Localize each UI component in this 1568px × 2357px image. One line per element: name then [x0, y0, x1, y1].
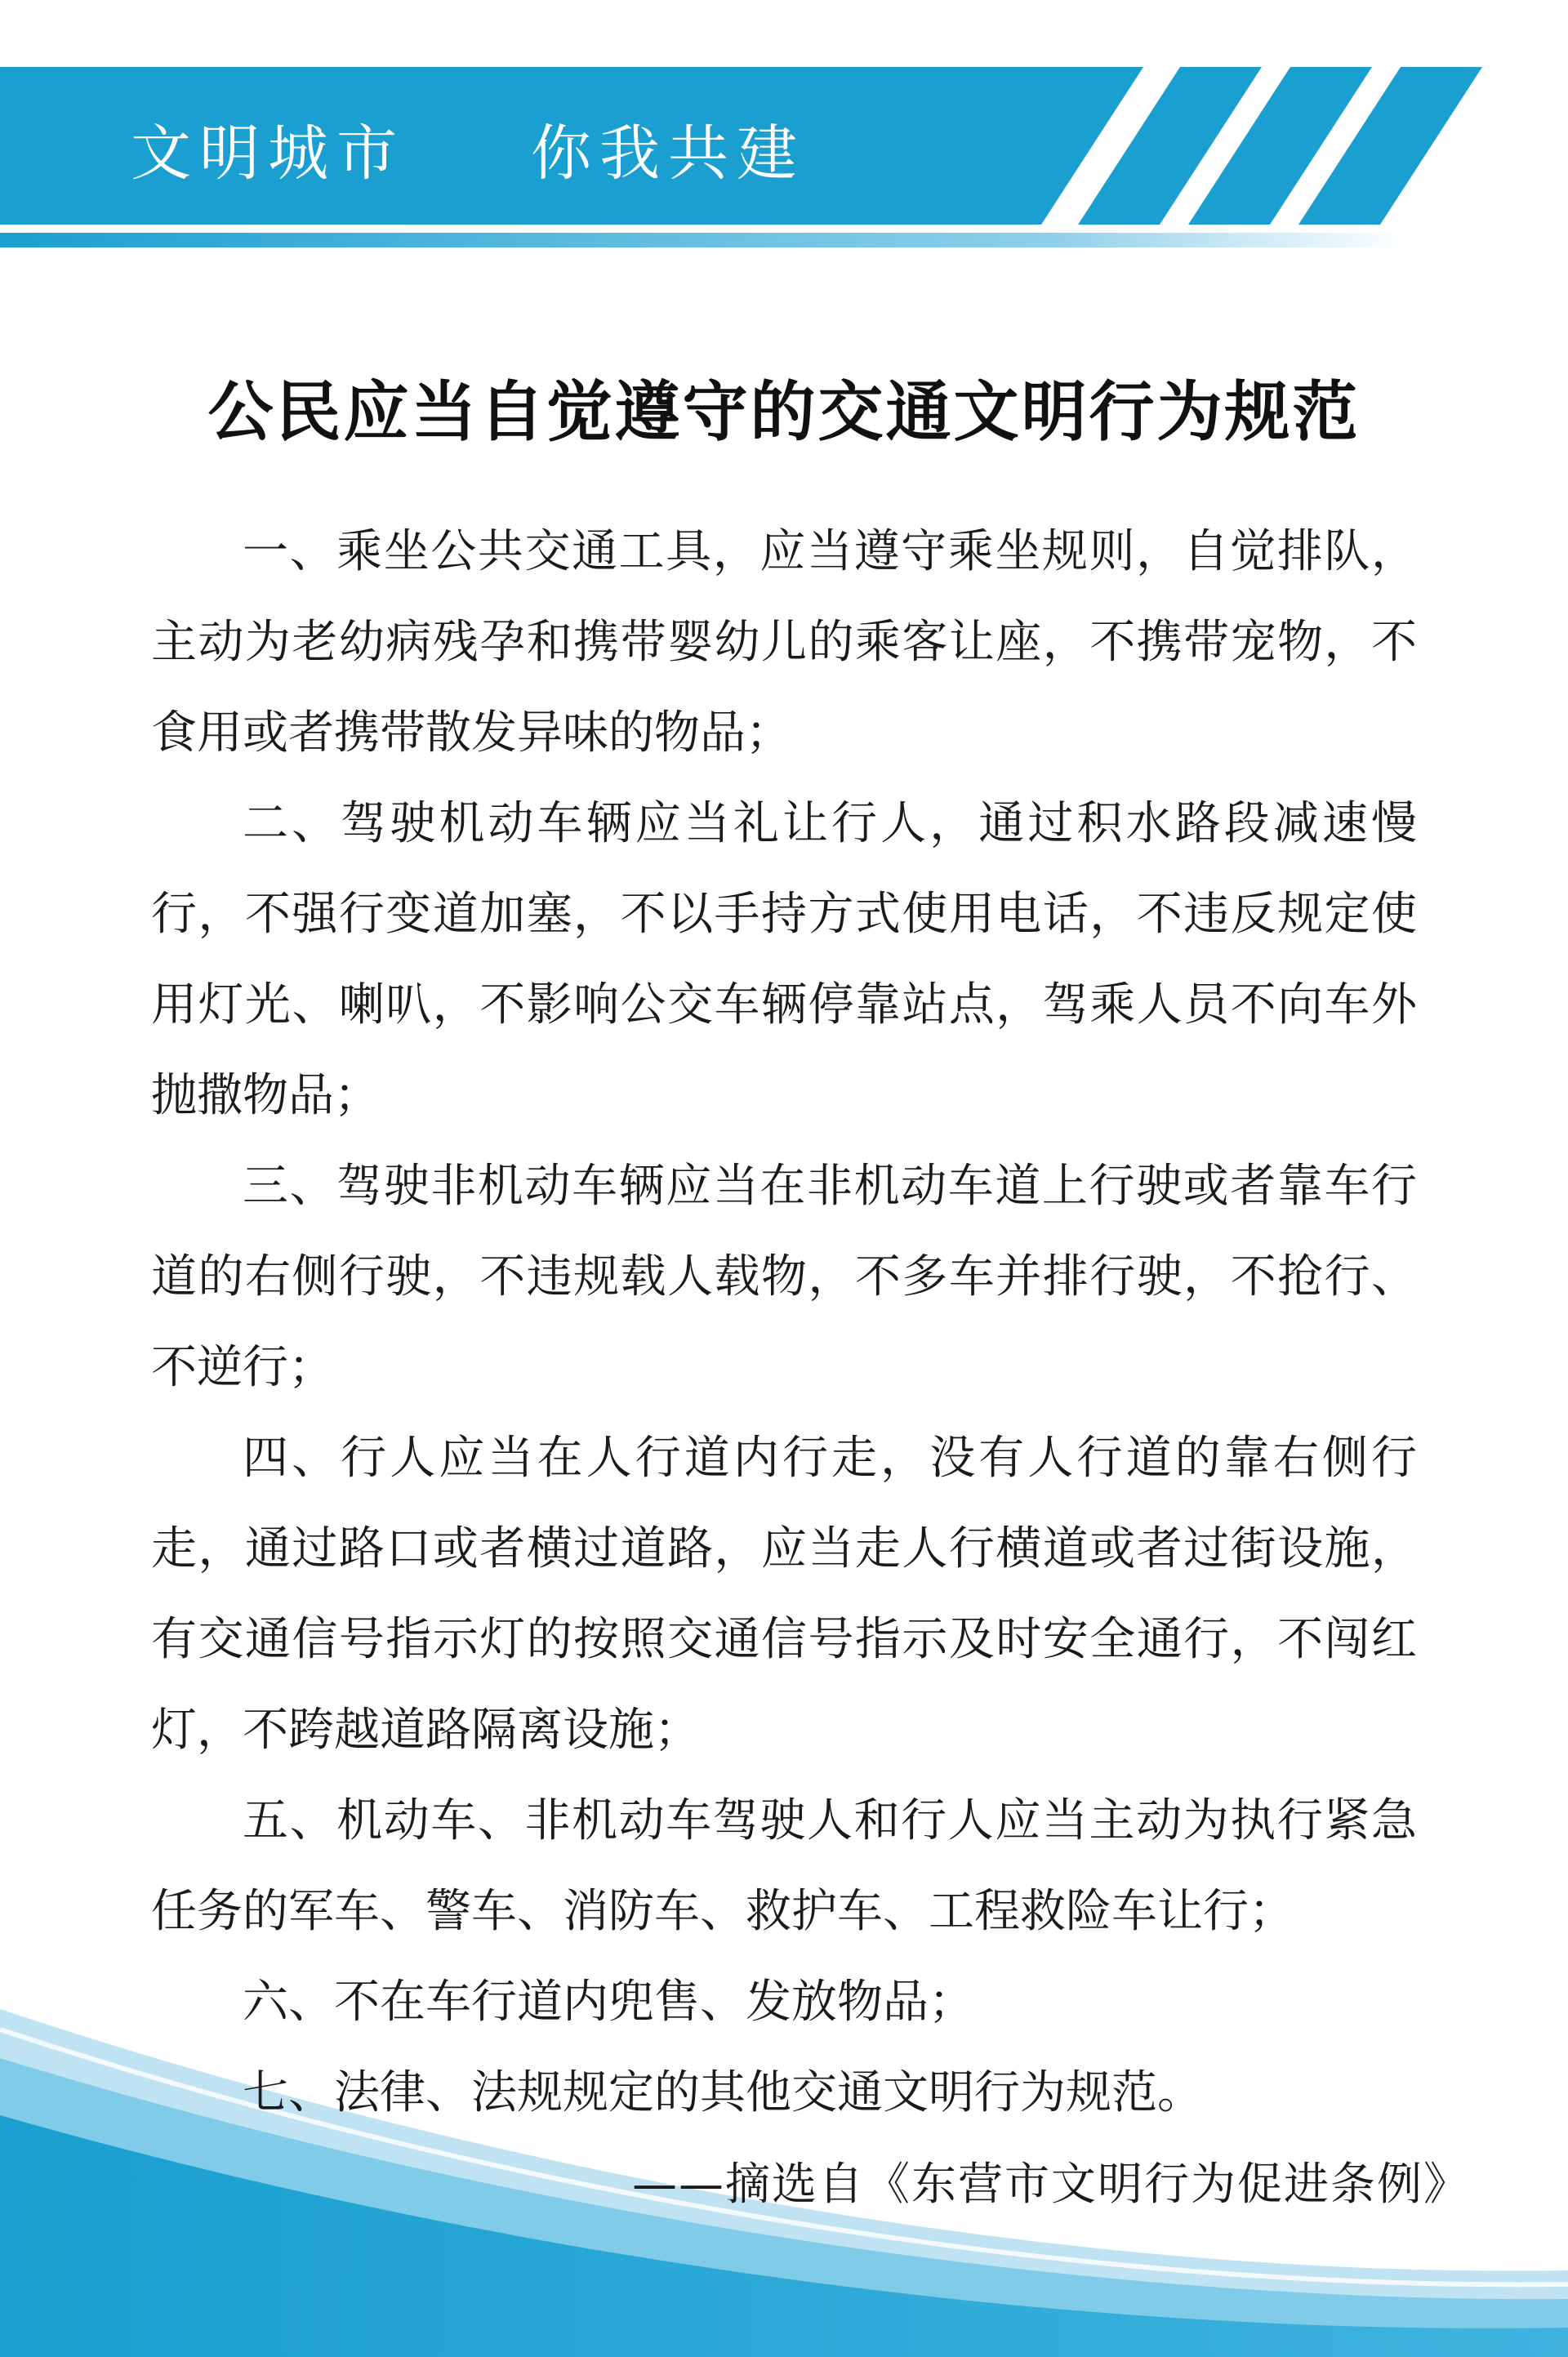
page-title: 公民应当自觉遵守的交通文明行为规范: [207, 374, 1361, 450]
article-item: 五、机动车、非机动车驾驶人和行人应当主动为执行紧急任务的军车、警车、消防车、救护车、工程救险车让行；: [151, 1794, 1417, 1938]
banner-slogan-left: 文明城市: [131, 118, 405, 189]
source-citation: ——摘选自《东营市文明行为促进条例》: [631, 2158, 1470, 2210]
banner-slogan-right: 你我共建: [531, 118, 805, 189]
banner-underline: [0, 233, 1405, 247]
article-item: 七、法律、法规规定的其他交通文明行为规范。: [243, 2066, 1203, 2119]
article-item: 二、驾驶机动车辆应当礼让行人，通过积水路段减速慢行，不强行变道加塞，不以手持方式使用电话，不违反规定使用灯光、喇叭，不影响公交车辆停靠站点，驾乘人员不向车外抛撒物品；: [151, 797, 1417, 1122]
article-item: 四、行人应当在人行道内行走，没有人行道的靠右侧行走，通过路口或者横过道路，应当走人行横道或者过街设施，有交通信号指示灯的按照交通信号指示及时安全通行，不闯红灯，不跨越道路隔离设施；: [151, 1432, 1417, 1757]
article-item: 三、驾驶非机动车辆应当在非机动车道上行驶或者靠车行道的右侧行驶，不违规载人载物，不多车并排行驶，不抢行、不逆行；: [151, 1160, 1417, 1394]
article-item: 一、乘坐公共交通工具，应当遵守乘坐规则，自觉排队，主动为老幼病残孕和携带婴幼儿的乘客让座，不携带宠物，不食用或者携带散发异味的物品；: [151, 525, 1417, 760]
article-list: [151, 506, 1417, 2138]
article-item: 六、不在车行道内兜售、发放物品；: [243, 1976, 974, 2029]
